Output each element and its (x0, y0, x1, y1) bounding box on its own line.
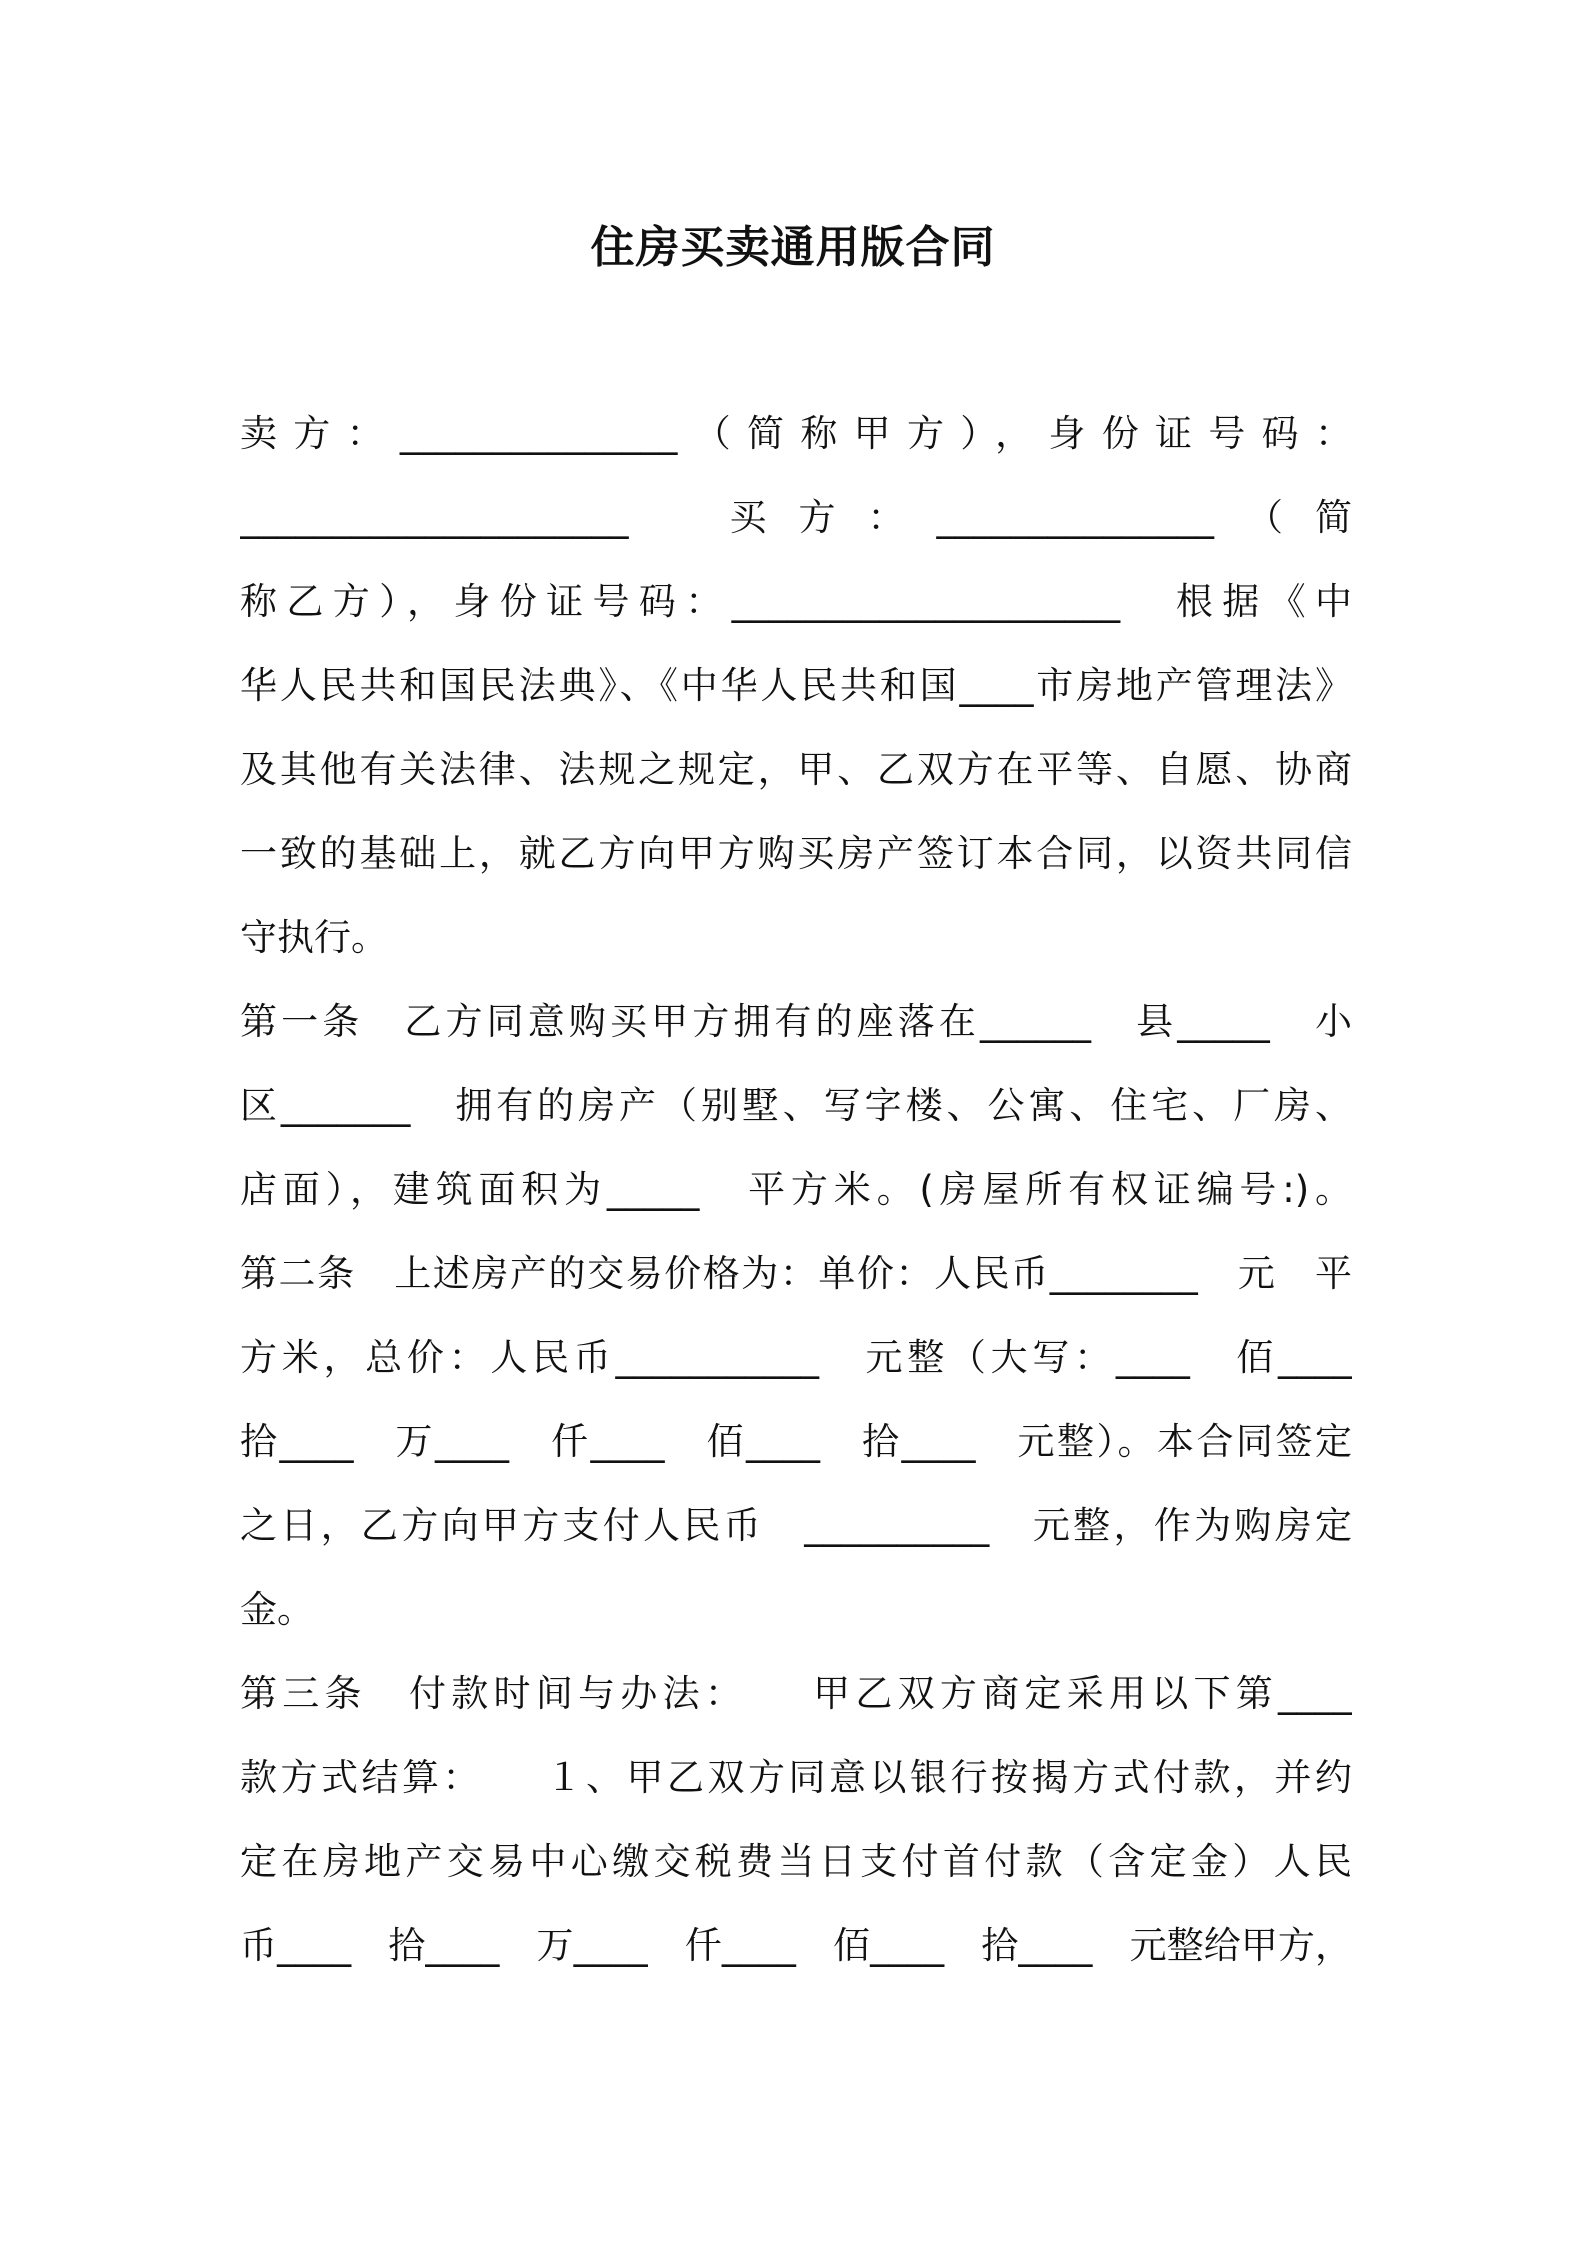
body-line: 区_______ 拥有的房产（别墅、写字楼、公寓、住宅、厂房、 (240, 1084, 1352, 1127)
body-line: 及其他有关法律、法规之规定，甲、乙双方在平等、自愿、协商 (240, 748, 1352, 791)
page-title: 住房买卖通用版合同 (590, 222, 996, 273)
body-line: 币____ 拾____ 万____ 仟____ 佰____ 拾____ 元整给甲方， (240, 1924, 1352, 1967)
body-line: 华人民共和国民法典》、《中华人民共和国____市房地产管理法》 (240, 664, 1352, 707)
body-line: 金。 (240, 1588, 314, 1631)
body-line: 第三条 付款时间与办法： 甲乙双方商定采用以下第____ (240, 1672, 1352, 1715)
body-line: 守执行。 (240, 916, 388, 959)
body-line: 称乙方），身份证号码：_____________________ 根据《中 (240, 580, 1352, 623)
body-line: 拾____ 万____ 仟____ 佰____ 拾____ 元整）。本合同签定 (240, 1420, 1352, 1463)
body-line: 定在房地产交易中心缴交税费当日支付首付款（含定金）人民 (240, 1840, 1352, 1883)
body-line: 卖方：_______________（简称甲方），身份证号码： (240, 412, 1352, 455)
body-line: 第二条 上述房产的交易价格为：单价：人民币________ 元 平 (240, 1252, 1352, 1295)
body-line: 之日，乙方向甲方支付人民币 __________ 元整，作为购房定 (240, 1504, 1352, 1547)
body-line: 第一条 乙方同意购买甲方拥有的座落在______ 县_____ 小 (240, 1000, 1352, 1043)
body-line: 店面），建筑面积为_____ 平方米。(房屋所有权证编号:)。 (240, 1168, 1352, 1211)
body-line: _____________________ 买方：_______________（简 (240, 496, 1352, 539)
body-line: 一致的基础上，就乙方向甲方购买房产签订本合同，以资共同信 (240, 832, 1352, 875)
body-line: 方米，总价：人民币___________ 元整（大写：____ 佰____ (240, 1336, 1352, 1379)
body-line: 款方式结算： １、甲乙双方同意以银行按揭方式付款，并约 (240, 1756, 1352, 1799)
